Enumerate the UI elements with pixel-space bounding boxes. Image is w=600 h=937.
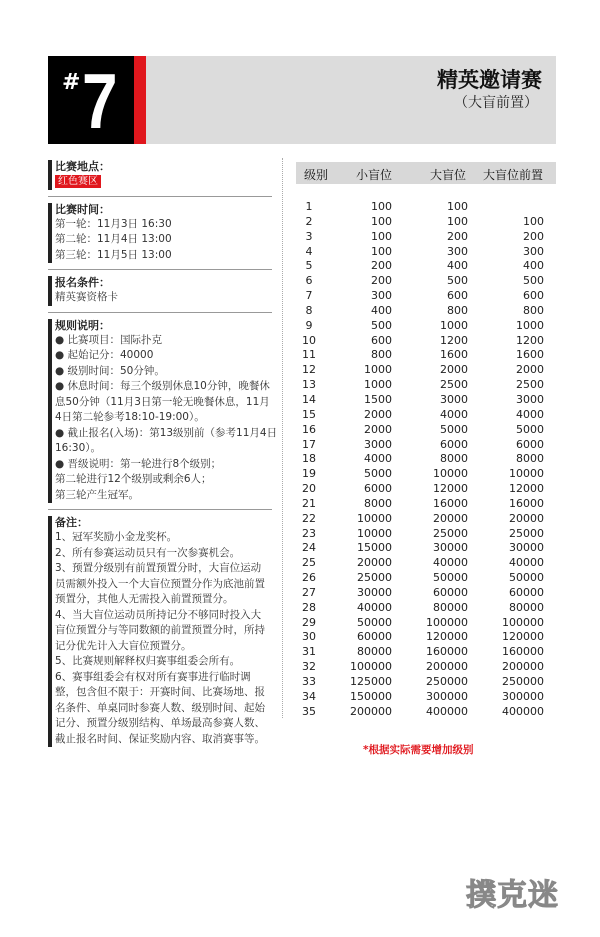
table-row — [296, 467, 556, 482]
big-blind-cell: 500 — [447, 274, 468, 288]
level-cell: 32 — [302, 660, 316, 674]
big-blind-cell: 30000 — [433, 541, 468, 555]
notes-section — [48, 516, 272, 747]
table-row — [296, 378, 556, 393]
time-line: 第一轮：11月3日 16:30 — [55, 217, 172, 230]
table-row — [296, 660, 556, 675]
rules-line: ● 截止报名(入场)：第13级别前（参考11月4日 — [55, 426, 278, 439]
ante-cell: 60000 — [509, 585, 544, 599]
ante-cell: 250000 — [502, 675, 544, 688]
big-blind-cell: 400000 — [426, 704, 468, 718]
ante-cell: 40000 — [509, 556, 544, 570]
table-row — [296, 348, 556, 363]
notes-line: 记分优先计入大盲位预置分。 — [55, 639, 192, 652]
level-cell: 9 — [305, 318, 313, 332]
notes-line: 截止报名时间、保证奖励内容、取消赛事等。 — [55, 732, 265, 745]
small-blind-cell: 100000 — [350, 660, 392, 674]
divider — [48, 269, 272, 270]
notes-line: 5、比赛规则解释权归赛事组委会所有。 — [55, 655, 241, 667]
ante-cell: 400000 — [502, 704, 544, 718]
rules-line: ● 晋级说明：第一轮进行8个级别； — [55, 457, 222, 470]
level-cell: 25 — [302, 556, 316, 570]
small-blind-cell: 600 — [371, 333, 392, 347]
table-row — [296, 616, 556, 631]
level-cell: 8 — [305, 303, 313, 317]
table-row — [296, 645, 556, 660]
level-cell: 17 — [302, 437, 316, 451]
big-blind-cell: 160000 — [426, 645, 468, 659]
ante-cell: 80000 — [509, 600, 544, 614]
big-blind-cell: 16000 — [433, 496, 468, 510]
small-blind-cell: 300 — [371, 289, 392, 303]
small-blind-cell: 40000 — [357, 600, 392, 614]
small-blind-cell: 5000 — [364, 467, 392, 481]
ante-cell: 12000 — [509, 482, 544, 496]
level-cell: 34 — [302, 689, 316, 703]
table-row — [296, 304, 556, 319]
big-blind-cell: 6000 — [440, 437, 468, 451]
ante-cell: 100 — [523, 214, 544, 228]
level-cell: 12 — [302, 363, 316, 377]
ante-cell: 200 — [523, 229, 544, 243]
notes-line: 4、当大盲位运动员所持记分不够同时投入大 — [55, 608, 262, 621]
ante-cell: 10000 — [509, 467, 544, 481]
ante-cell: 25000 — [509, 526, 544, 540]
small-blind-cell: 100 — [371, 200, 392, 213]
table-row — [296, 274, 556, 289]
level-cell: 21 — [302, 496, 316, 510]
small-blind-cell: 200 — [371, 259, 392, 273]
ante-cell: 4000 — [516, 407, 544, 421]
table-row — [296, 527, 556, 542]
big-blind-cell: 1600 — [440, 348, 468, 362]
big-blind-cell: 2500 — [440, 378, 468, 392]
small-blind-cell: 4000 — [364, 452, 392, 466]
small-blind-cell: 200000 — [350, 704, 392, 718]
table-row — [296, 215, 556, 230]
big-blind-cell: 50000 — [433, 571, 468, 585]
notes-line: 6、赛事组委会有权对所有赛事进行临时调 — [55, 670, 251, 683]
level-cell: 18 — [302, 452, 316, 466]
entry-label: 报名条件： — [55, 276, 110, 289]
table-row — [296, 245, 556, 260]
small-blind-cell: 500 — [371, 318, 392, 332]
small-blind-cell: 100 — [371, 214, 392, 228]
ante-cell: 800 — [523, 303, 544, 317]
time-line: 第三轮：11月5日 13:00 — [55, 248, 172, 261]
event-number: 7 — [82, 57, 118, 145]
ante-cell: 16000 — [509, 496, 544, 510]
level-cell: 19 — [302, 467, 316, 481]
ante-cell: 600 — [523, 289, 544, 303]
table-row — [296, 556, 556, 571]
rules-line: ● 起始记分：40000 — [55, 349, 154, 361]
table-row — [296, 705, 556, 720]
level-cell: 23 — [302, 526, 316, 540]
table-row — [296, 363, 556, 378]
big-blind-cell: 100000 — [426, 615, 468, 629]
table-row — [296, 541, 556, 556]
level-cell: 7 — [305, 289, 313, 303]
table-row — [296, 630, 556, 645]
notes-line: 记分、预置分级别结构、单场最高参赛人数、 — [55, 717, 265, 729]
ante-cell: 1600 — [516, 348, 544, 362]
big-blind-cell: 8000 — [440, 452, 468, 466]
big-blind-cell: 3000 — [440, 392, 468, 406]
table-row — [296, 452, 556, 467]
notes-line: 预置分，其他人无需投入前置预置分。 — [55, 593, 234, 605]
column-divider — [282, 158, 283, 718]
small-blind-cell: 150000 — [350, 689, 392, 703]
rules-line: 4日第二轮参考18:10-19:00）。 — [55, 411, 205, 423]
rules-line: 第三轮产生冠军。 — [55, 488, 139, 501]
small-blind-cell: 2000 — [364, 407, 392, 421]
notes-line: 员需额外投入一个大盲位预置分作为底池前置 — [55, 577, 265, 590]
small-blind-cell: 1500 — [364, 392, 392, 406]
time-line: 第二轮：11月4日 13:00 — [55, 233, 172, 245]
notes-label: 备注： — [55, 516, 88, 529]
level-cell: 26 — [302, 571, 316, 585]
big-blind-cell: 250000 — [426, 675, 468, 688]
hash-symbol: # — [62, 70, 81, 95]
small-blind-cell: 100 — [371, 244, 392, 258]
event-number-block — [48, 56, 134, 144]
big-blind-cell: 1000 — [440, 318, 468, 332]
big-blind-cell: 4000 — [440, 407, 468, 421]
big-blind-cell: 80000 — [433, 600, 468, 614]
notes-line: 名条件、单桌同时参赛人数、级别时间、起始 — [55, 701, 265, 714]
small-blind-cell: 10000 — [357, 526, 392, 540]
table-row — [296, 200, 556, 215]
level-cell: 10 — [302, 333, 316, 347]
divider — [48, 196, 272, 197]
small-blind-cell: 1000 — [364, 378, 392, 392]
ante-cell: 160000 — [502, 645, 544, 659]
page-subtitle: （大盲前置） — [454, 95, 538, 111]
level-cell: 3 — [305, 229, 313, 243]
big-blind-cell: 200 — [447, 229, 468, 243]
big-blind-cell: 40000 — [433, 556, 468, 570]
table-row — [296, 512, 556, 527]
blind-structure-table — [296, 200, 556, 720]
ante-cell: 300 — [523, 244, 544, 258]
level-cell: 20 — [302, 482, 316, 496]
small-blind-cell: 6000 — [364, 482, 392, 496]
big-blind-cell: 100 — [447, 214, 468, 228]
big-blind-cell: 600 — [447, 289, 468, 303]
ante-cell: 200000 — [502, 660, 544, 674]
entry-section — [48, 276, 272, 306]
header-big-blind: 大盲位 — [430, 168, 467, 182]
table-row — [296, 230, 556, 245]
small-blind-cell: 2000 — [364, 422, 392, 436]
divider — [48, 509, 272, 510]
big-blind-cell: 400 — [447, 259, 468, 273]
divider — [48, 312, 272, 313]
big-blind-cell: 300000 — [426, 689, 468, 703]
big-blind-cell: 12000 — [433, 482, 468, 496]
big-blind-cell: 60000 — [433, 585, 468, 599]
rules-label: 规则说明： — [55, 318, 110, 332]
big-blind-cell: 100 — [447, 200, 468, 213]
level-cell: 6 — [305, 274, 313, 288]
table-row — [296, 675, 556, 690]
level-cell: 13 — [302, 378, 316, 392]
notes-line: 盲位预置分与等同数额的前置预置分时，所持 — [55, 624, 265, 636]
table-row — [296, 690, 556, 705]
ante-cell: 3000 — [516, 392, 544, 406]
table-row — [296, 393, 556, 408]
level-cell: 16 — [302, 422, 316, 436]
small-blind-cell: 20000 — [357, 556, 392, 570]
small-blind-cell: 3000 — [364, 437, 392, 451]
level-cell: 24 — [302, 541, 316, 555]
small-blind-cell: 10000 — [357, 511, 392, 525]
ante-cell: 1200 — [516, 333, 544, 347]
ante-cell: 120000 — [502, 630, 544, 644]
table-row — [296, 408, 556, 423]
ante-cell: 400 — [523, 259, 544, 273]
rules-line: ● 级别时间：50分钟。 — [55, 364, 165, 377]
small-blind-cell: 400 — [371, 303, 392, 317]
time-label: 比赛时间： — [55, 202, 110, 216]
small-blind-cell: 100 — [371, 229, 392, 243]
level-cell: 29 — [302, 615, 316, 629]
venue-label: 比赛地点： — [55, 160, 110, 173]
small-blind-cell: 200 — [371, 274, 392, 288]
level-cell: 22 — [302, 511, 316, 525]
level-cell: 28 — [302, 600, 316, 614]
table-row — [296, 289, 556, 304]
ante-cell: 50000 — [509, 571, 544, 585]
header-small-blind: 小盲位 — [356, 168, 393, 182]
small-blind-cell: 125000 — [350, 675, 392, 688]
notes-line: 3、预置分级别有前置预置分时，大盲位运动 — [55, 562, 262, 574]
rules-line: ● 休息时间：每三个级别休息10分钟，晚餐休 — [55, 380, 270, 392]
small-blind-cell: 1000 — [364, 363, 392, 377]
small-blind-cell: 8000 — [364, 496, 392, 510]
table-row — [296, 601, 556, 616]
ante-cell: 1000 — [516, 318, 544, 332]
level-cell: 5 — [305, 259, 313, 273]
header-level: 级别 — [304, 168, 329, 182]
page-title: 精英邀请赛 — [437, 68, 542, 92]
big-blind-cell: 800 — [447, 303, 468, 317]
big-blind-cell: 10000 — [433, 467, 468, 481]
entry-value: 精英赛资格卡 — [55, 291, 118, 303]
small-blind-cell: 25000 — [357, 571, 392, 585]
venue-badge: 红色赛区 — [55, 175, 101, 188]
level-cell: 27 — [302, 585, 316, 599]
rules-line: 息50分钟（11月3日第一轮无晚餐休息，11月 — [55, 395, 270, 408]
level-cell: 1 — [305, 200, 313, 213]
accent-bar — [134, 56, 146, 144]
level-cell: 30 — [302, 630, 316, 644]
ante-cell: 20000 — [509, 511, 544, 525]
table-row — [296, 586, 556, 601]
ante-cell: 300000 — [502, 689, 544, 703]
level-cell: 11 — [302, 348, 316, 362]
ante-cell: 6000 — [516, 437, 544, 451]
small-blind-cell: 80000 — [357, 645, 392, 659]
ante-cell: 30000 — [509, 541, 544, 555]
notes-line: 1、冠军奖励小金龙奖杯。 — [55, 531, 178, 543]
ante-cell: 100000 — [502, 615, 544, 629]
venue-section — [48, 160, 272, 190]
rules-line: 16:30）。 — [55, 442, 102, 454]
table-row — [296, 482, 556, 497]
big-blind-cell: 200000 — [426, 660, 468, 674]
table-row — [296, 259, 556, 274]
watermark-logo: 撲克迷 — [466, 878, 559, 913]
rules-line: 第二轮进行12个级别或剩余6人； — [55, 473, 212, 485]
table-row — [296, 423, 556, 438]
table-row — [296, 571, 556, 586]
big-blind-cell: 5000 — [440, 422, 468, 436]
ante-cell: 2500 — [516, 378, 544, 392]
table-row — [296, 497, 556, 512]
header-big-blind-ante: 大盲位前置 — [483, 168, 544, 182]
ante-cell: 2000 — [516, 363, 544, 377]
table-footnote: *根据实际需要增加级别 — [363, 744, 474, 756]
table-row — [296, 334, 556, 349]
rules-line: ● 比赛项目：国际扑克 — [55, 333, 162, 346]
level-cell: 14 — [302, 392, 316, 406]
big-blind-cell: 2000 — [440, 363, 468, 377]
rules-section — [48, 318, 278, 504]
small-blind-cell: 30000 — [357, 585, 392, 599]
notes-line: 2、所有参赛运动员只有一次参赛机会。 — [55, 546, 241, 559]
small-blind-cell: 50000 — [357, 615, 392, 629]
level-cell: 4 — [305, 244, 313, 258]
level-cell: 33 — [302, 675, 316, 688]
info-column — [48, 158, 278, 747]
big-blind-cell: 25000 — [433, 526, 468, 540]
small-blind-cell: 60000 — [357, 630, 392, 644]
big-blind-cell: 1200 — [440, 333, 468, 347]
level-cell: 35 — [302, 704, 316, 718]
notes-line: 整，包含但不限于：开赛时间、比赛场地、报 — [55, 686, 265, 698]
small-blind-cell: 800 — [371, 348, 392, 362]
ante-cell: 8000 — [516, 452, 544, 466]
big-blind-cell: 20000 — [433, 511, 468, 525]
small-blind-cell: 15000 — [357, 541, 392, 555]
table-row — [296, 438, 556, 453]
time-section — [48, 203, 272, 264]
level-cell: 31 — [302, 645, 316, 659]
big-blind-cell: 120000 — [426, 630, 468, 644]
level-cell: 2 — [305, 214, 313, 228]
ante-cell: 5000 — [516, 422, 544, 436]
ante-cell: 500 — [523, 274, 544, 288]
table-row — [296, 319, 556, 334]
level-cell: 15 — [302, 407, 316, 421]
big-blind-cell: 300 — [447, 244, 468, 258]
